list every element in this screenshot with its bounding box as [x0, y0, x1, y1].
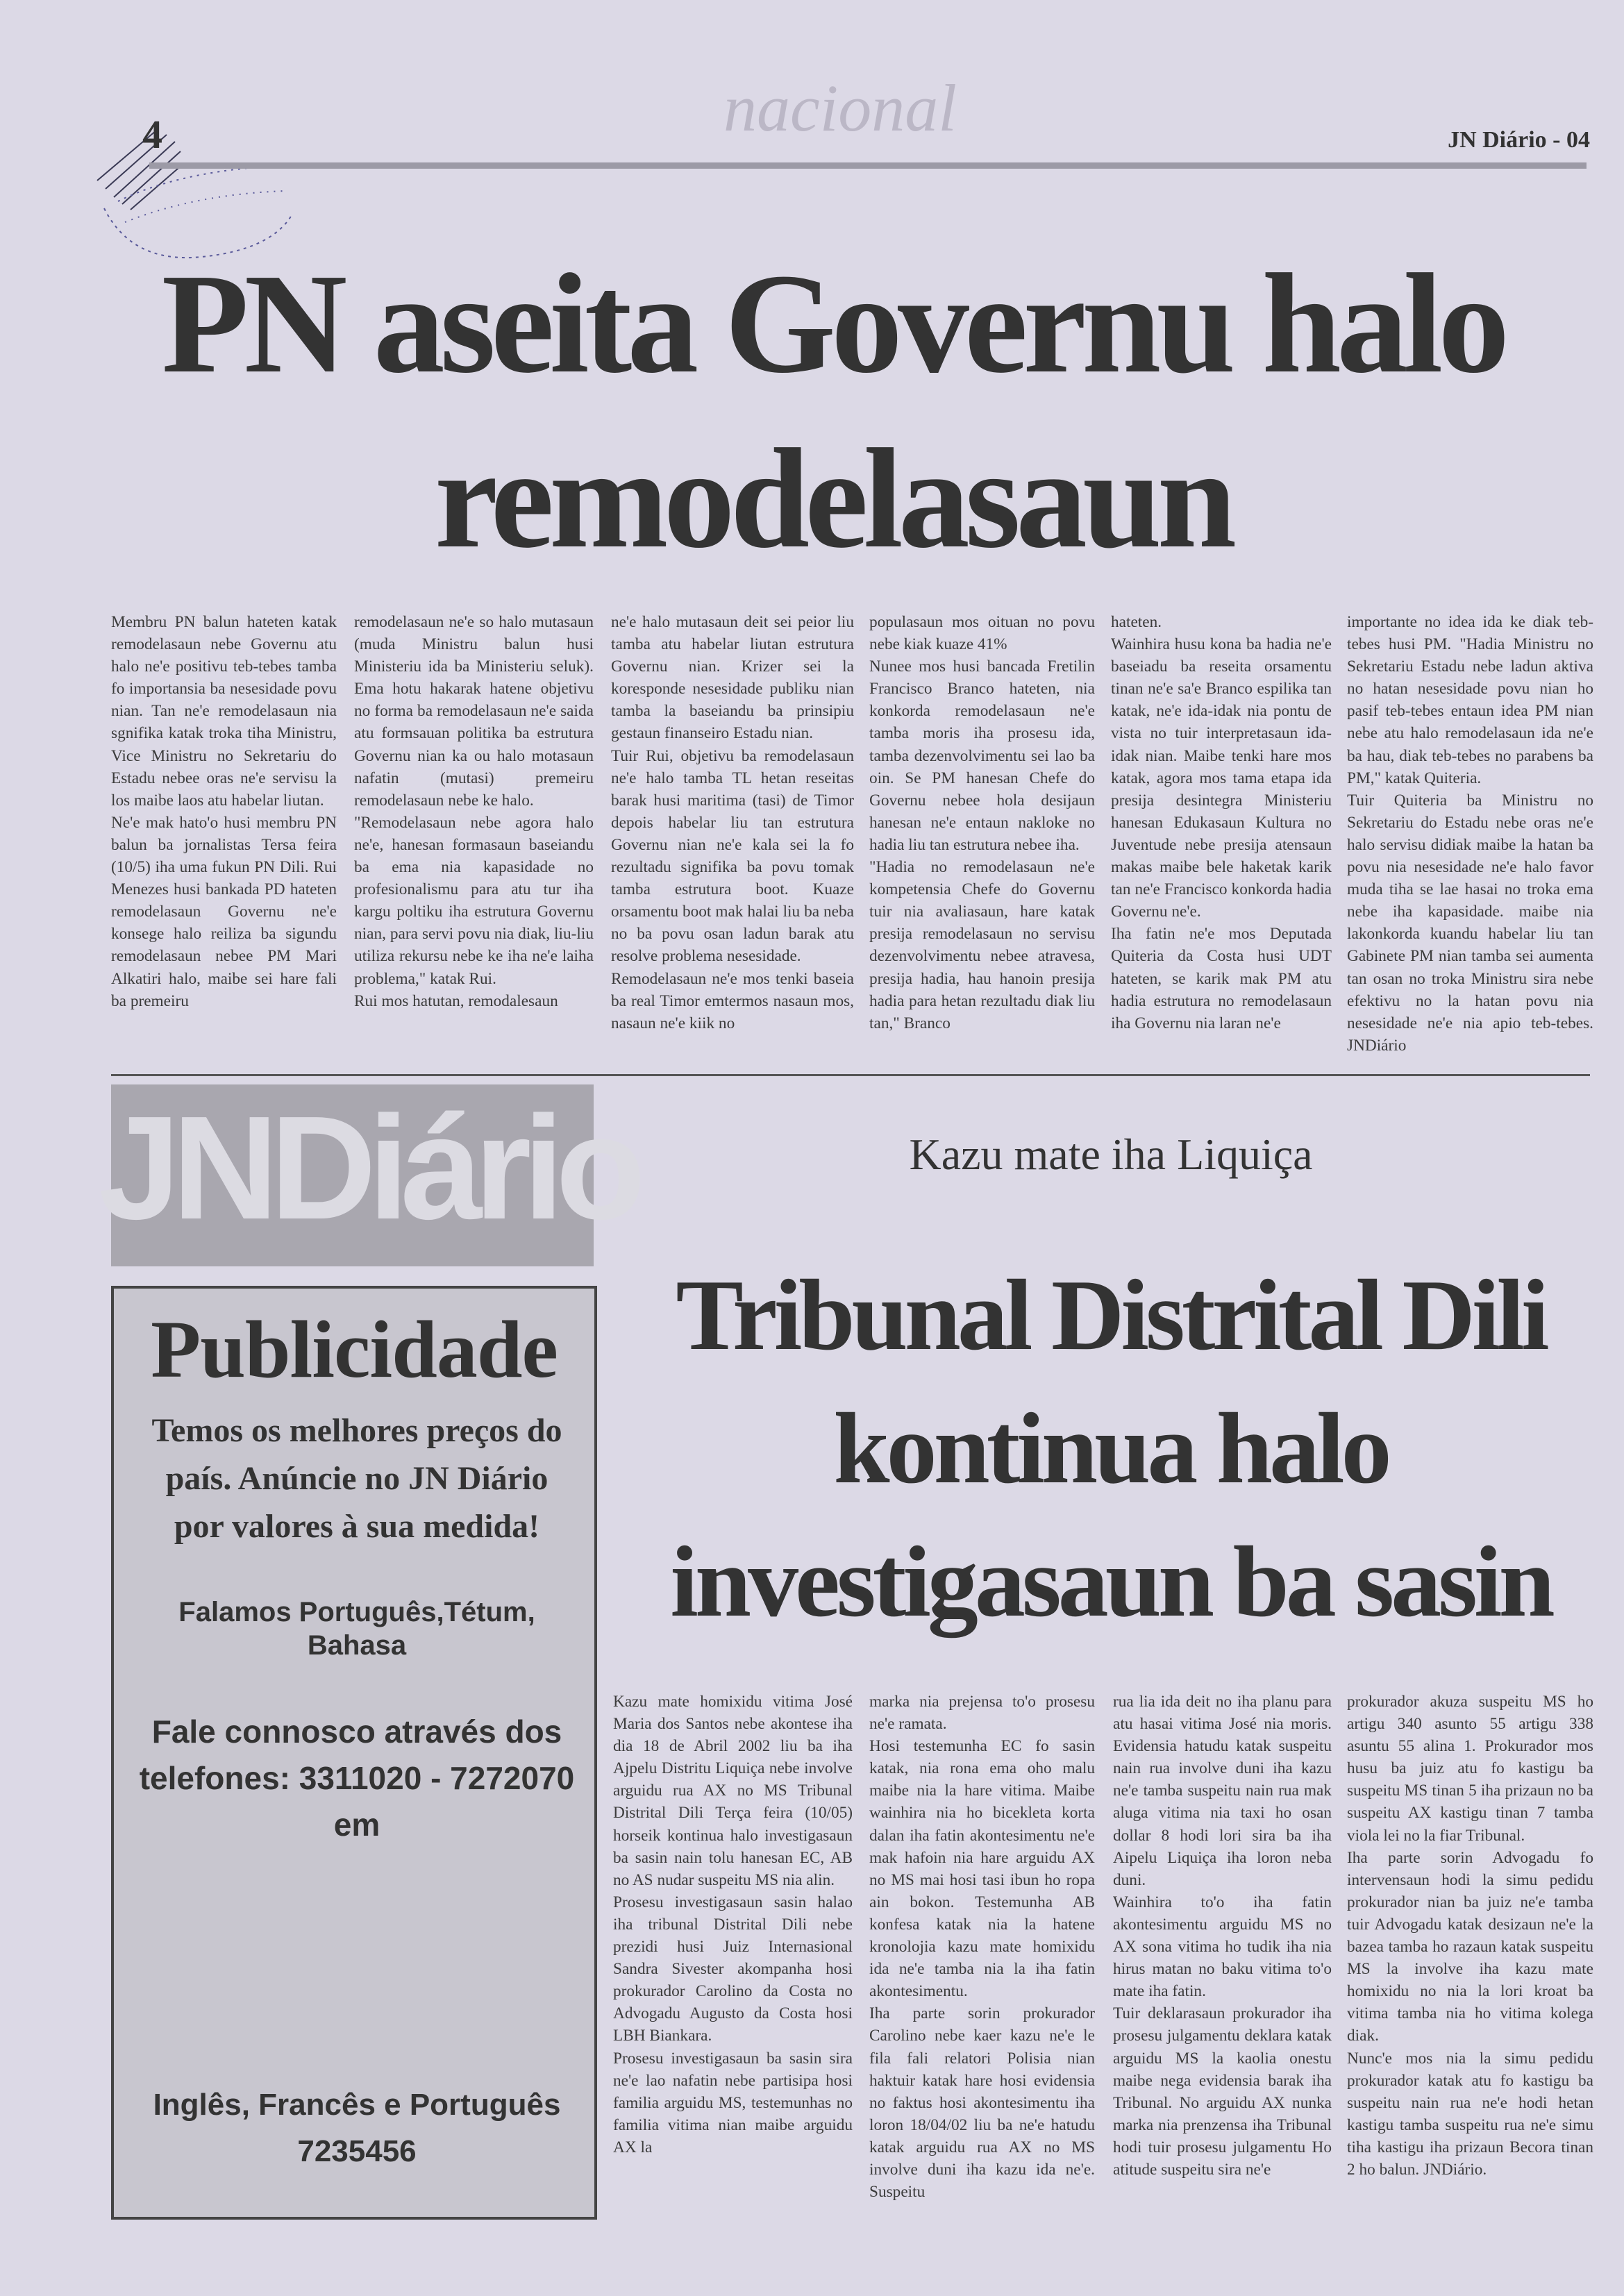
paragraph: "Hadia no remodelasaun ne'e kompetensia Chefe do Governu tuir nia avaliasaun, hare katak presija remodelasaun no servisu dezenvolvimentu nebee atravesa, presija hadia, hau hanoin presija hadia para hetan rezultadu diak liu tan," Branco [869, 858, 1095, 1032]
paragraph: Tuir Quiteria ba Ministru no Sekretariu do Estadu nebe oras ne'e halo servisu didiak maibe la hatan ba povu nia nesesidade ne'e halo favor muda tiha se lae hasai no troka ema nebe iha kapasidade. maibe nia lakonkorda kuandu habelar liu tan Gabinete PM nian tamba sei aumenta tan osan no troka Ministru sira nebe efektivu no la hatan povu nia nesesidade ne'e nia apio teb-tebes. JNDiário [1347, 791, 1593, 1055]
ad-contact: Fale connosco através dos telefones: 3311020 - 7272070 em [139, 1713, 575, 1843]
article1-column-4 [869, 611, 1095, 1073]
paragraph: Nunc'e mos nia la simu pedidu prokurador katak atu fo kastigu ba suspeitu nain rua ne'e hodi hetan kastigu tamba suspeitu rua ne'e simu tiha kastigu iha prizaun Becora tinan 2 ho balun. JNDiário. [1347, 2049, 1593, 2179]
article1-headline-line2: remodelasaun [434, 419, 1232, 578]
paragraph: Prosesu investigasaun ba sasin sira ne'e lao nafatin nebe partisipa hosi familia arguidu MS, testemunhas no familia vitima nian maibe arguidu AX la [613, 2049, 853, 2156]
page-number: 4 [142, 112, 162, 157]
paragraph: prokurador akuza suspeitu MS ho artigu 340 asunto 55 artigu 338 asuntu 55 alina 1. Prokurador mos husu ba juiz atu fo kastigu ba suspeitu MS tinan 5 iha prizaun no ba suspeitu AX kastigu tinan 7 tamba viola lei no la fiar Tribunal. [1347, 1693, 1593, 1845]
article2-headline-line1: Tribunal Distrital Dili [676, 1259, 1546, 1371]
header-rule [149, 162, 1587, 169]
ad-title: Publicidade [151, 1304, 558, 1395]
article1-column-1 [111, 611, 337, 1073]
paragraph: importante no idea ida ke diak teb-tebes husi PM. "Hadia Ministru no Sekretariu Estadu nebe ladun aktiva no hatan nesesidade povu nian ho pasif teb-tebes entaun idea PM nian nebe atu halo remodelasaun ida ne'e ba hau, diak teb-tebes no parabens ba PM," katak Quiteria. [1347, 613, 1593, 787]
paragraph: marka nia prejensa to'o prosesu ne'e ramata. [869, 1693, 1095, 1734]
section-title: nacional [723, 71, 957, 145]
paragraph: "Remodelasaun nebe agora halo ne'e, hanesan formasaun baseiandu ba ema nia kapasidade no profesionalismu para atu tur iha kargu poltiku iha estrutura Governu nian, para servi povu nia diak, liu-liu utiliza rekursu nebe ke iha ne'e laiha problema," katak Rui. [354, 813, 594, 988]
paragraph: Tuir deklarasaun prokurador iha prosesu julgamentu deklara katak arguidu MS la kaolia onestu maibe nega evidensia barak iha Tribunal. No arguidu AX nunka marka nia prenzensa iha Tribunal hodi tuir prosesu julgamentu Ho atitude suspeitu sira ne'e [1113, 2004, 1332, 2179]
article2-headline [611, 1248, 1611, 1648]
article2-column-1 [613, 1691, 853, 2225]
paragraph: Iha fatin ne'e mos Deputada Quiteria da Costa husi UDT hateten, se karik mak PM atu hadia estrutura no remodelasaun iha Governu nia laran ne'e [1111, 925, 1332, 1032]
ad-tagline: Temos os melhores preços do país. Anúncie no JN Diário por valores à sua medida! [151, 1412, 562, 1545]
article1-headline [104, 236, 1562, 586]
article2-kicker: Kazu mate iha Liquiça [909, 1130, 1313, 1179]
logo-text: JNDiário [99, 1085, 637, 1250]
paragraph: Tuir Rui, objetivu ba remodelasaun ne'e halo tamba TL hetan reseitas barak husi maritima (tasi) de Timor depois habelar liu tan estrutura Governu nian ne'e kala sei la fo rezultadu signifika ba povu tomak tamba estrutura boot. Kuaze orsamentu boot mak halai liu ba neba no ba povu osan ladun barak atu resolve problema nesesidade. [611, 746, 854, 966]
article1-column-3 [611, 611, 854, 1073]
paragraph: Membru PN balun hateten katak remodelasaun nebe Governu atu halo ne'e positivu teb-tebes tamba fo importansia ba nesesidade povu nian. Tan ne'e remodelasaun nia sgnifika katak troka tiha Ministru, Vice Ministru no Sekretariu do Estadu nebee oras ne'e servisu la los maibe laos atu habelar liutan. [111, 613, 337, 810]
article2-column-4 [1347, 1691, 1593, 2225]
ad-languages: Falamos Português,Tétum, Bahasa [178, 1597, 535, 1661]
ad-contact-languages: Inglês, Francês e Português 7235456 [153, 2088, 561, 2168]
article2-headline-line3: investigasaun ba sasin [670, 1525, 1552, 1638]
advertisement-box [111, 1286, 597, 2220]
article2-column-3 [1113, 1691, 1332, 2225]
issue-label: JN Diário - 04 [1448, 127, 1590, 153]
article-divider [111, 1074, 1590, 1076]
masthead-logo [99, 1084, 637, 1266]
paragraph: ne'e halo mutasaun deit sei peior liu tamba atu habelar liutan estrutura Governu nian. Krizer sei la koresponde nesesidade publiku nian tamba la baseiandu ba prinsipiu gestaun finanseiro Estadu nian. [611, 613, 854, 743]
paragraph: Ne'e mak hato'o husi membru PN balun ba jornalistas Tersa feira (10/5) iha uma fukun PN Dili. Rui Menezes husi bankada PD hateten remodelasaun Governu ne'e konsege halo reiliza ba sigundu remodelasaun nebee PM Mari Alkatiri halo, maibe sei hare fali ba premeiru [111, 813, 337, 1010]
paragraph: Rui mos hatutan, remodalesaun [354, 991, 558, 1010]
paragraph: Nunee mos husi bancada Fretilin Francisco Branco hateten, nia konkorda remodelasaun ne'e tamba moris iha prosesu ida, tamba dezenvolvimentu sei lao ba oin. Se PM hanesan Chefe do Governu nebee hola desijaun hanesan ne'e entaun nakloke no hadia liu tan estrutura nebee iha. [869, 657, 1095, 854]
paragraph: Wainhira to'o iha fatin akontesimentu arguidu MS no AX sona vitima ho tudik iha nia hirus matan no baku vitima to'o mate iha fatin. [1113, 1893, 1332, 2001]
paragraph: Wainhira husu kona ba hadia ne'e baseiadu ba reseita orsamentu tinan ne'e sa'e Branco espilika tan katak, ne'e ida-idak nia pontu de vista no tuir interpretasaun ida-idak nian. Maibe tenki hare mos katak, agora mos tama etapa ida presija desintegra Ministeriu hanesan Edukasaun Kultura no Juventude nebe presija atensaun makas maibe bele haketak karik tan ne'e Francisco konkorda hadia Governu ne'e. [1111, 635, 1332, 921]
article2-headline-line2: kontinua halo [833, 1392, 1389, 1505]
article1-column-2 [354, 611, 594, 1073]
paragraph: Prosesu investigasaun sasin halao iha tribunal Distrital Dili nebe prezidi husi Juiz Internasional Sandra Sivester akompanha hosi prokurador Carolino da Costa no Advogadu Augusto da Costa hosi LBH Biankara. [613, 1893, 853, 2045]
article1-column-6 [1347, 611, 1593, 1073]
paragraph: Kazu mate homixidu vitima José Maria dos Santos nebe akontese iha dia 18 de Abril 2002 liu ba iha Ajpelu Distritu Liquiça nebe involve arguidu rua AX no MS Tribunal Distrital Dili Terça feira (10/05) horseik kontinua halo investigasaun ba sasin nain tolu hanesan EC, AB no AS nudar suspeitu MS nia alin. [613, 1693, 853, 1889]
paragraph: populasaun mos oituan no povu nebe kiak kuaze 41% [869, 613, 1095, 654]
article1-column-5 [1111, 611, 1332, 1073]
paragraph: Iha parte sorin Advogadu fo intervensaun hodi la simu pedidu prokurador nian ba juiz ne'e tamba tuir Advogadu katak desizaun ne'e la bazea tamba ho razaun katak suspeitu MS la involve iha kazu mate homixidu no nia la lori kroat ba vitima tamba nia ho vitima kolega diak. [1347, 1848, 1593, 2045]
paragraph: Remodelasaun ne'e mos tenki baseia ba real Timor emtermos nasaun mos, nasaun ne'e kiik no [611, 969, 854, 1032]
article1-headline-line1: PN aseita Governu halo [161, 244, 1505, 403]
article2-column-2 [869, 1691, 1095, 2225]
paragraph: Hosi testemunha EC fo sasin katak, nia rona ema oho malu maibe nia la hare vitima. Maibe wainhira nia ho bicekleta korta dalan iha fatin akontesimentu ne'e mak hafoin nia hare arguidu AX no MS mai hosi tasi ibun ho ropa ain bokon. Testemunha AB konfesa katak nia la hatene kronolojia kazu mate homixidu ida ne'e tamba nia la iha fatin akontesimentu. [869, 1737, 1095, 2001]
paragraph: Iha parte sorin prokurador Carolino nebe kaer kazu ne'e le fila fali relatori Polisia nian haktuir katak hare hosi evidensia no faktus hosi akontesimentu iha loron 18/04/02 liu ba ne'e hatudu katak arguidu rua AX no MS involve duni iha kazu ida ne'e. Suspeitu [869, 2004, 1095, 2202]
paragraph: rua lia ida deit no iha planu para atu hasai vitima José nia moris. Evidensia hatudu katak suspeitu nain rua involve duni iha kazu ne'e tamba suspeitu nain rua mak aluga vitima nia taxi ho osan dollar 8 hodi lori sira ba iha Aipelu Liquiça iha loron neba duni. [1113, 1693, 1332, 1889]
paragraph: remodelasaun ne'e so halo mutasaun (muda Ministru balun husi Ministeriu ida ba Ministeriu seluk). Ema hotu hakarak hatene objetivu no forma ba remodelasaun ne'e saida atu formsauan politika ba estrutura Governu nian ka ou halo motasaun nafatin (mutasi) premeiru remodelasaun nebe ke halo. [354, 613, 594, 810]
paragraph: hateten. [1111, 613, 1162, 631]
